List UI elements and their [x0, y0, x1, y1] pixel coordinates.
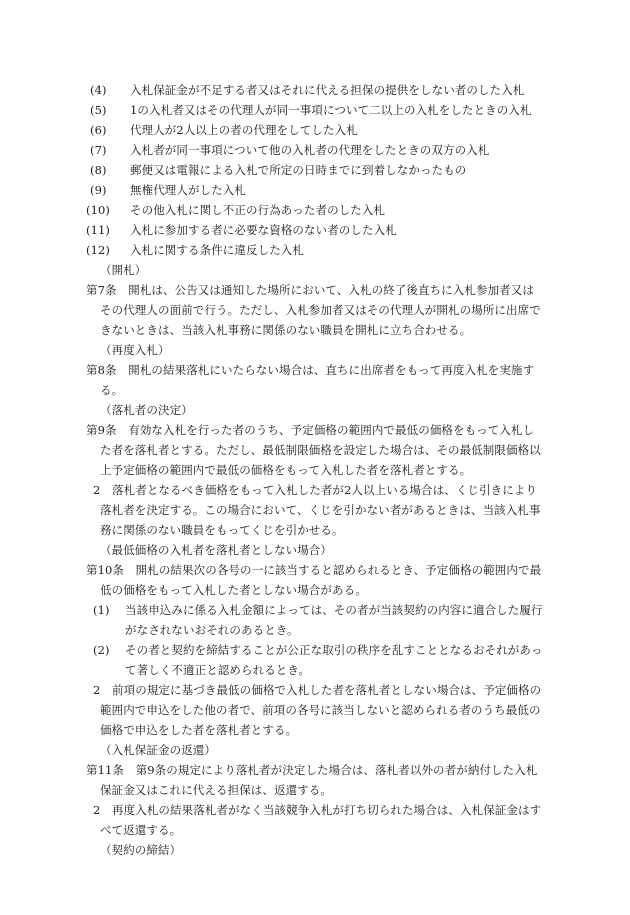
item-number: (1): [93, 603, 110, 617]
item-number: (2): [93, 643, 110, 657]
item-number: (9): [90, 183, 107, 197]
item-text-continued: がなされないおそれのあるとき。: [125, 623, 299, 637]
item-number: (11): [86, 223, 111, 237]
paragraph-text: 務に関係のない職員をもってくじを引かせる。: [100, 523, 344, 537]
item-text-continued: て著しく不適正と認められるとき。: [125, 663, 311, 677]
article-heading: （落札者の決定）: [100, 403, 193, 417]
item-number: (5): [90, 103, 107, 117]
article-text: 低の価格をもって入札した者としない場合がある。: [100, 583, 367, 597]
article-heading: （入札保証金の返還）: [100, 743, 216, 757]
article-text: 上予定価格の範囲内で最低の価格をもって入札した者を落札者とする。: [100, 463, 472, 477]
article-text: 第7条 開札は、公告又は通知した場所において、入札の終了後直ちに入札参加者又は: [86, 283, 534, 297]
paragraph-text: 2 再度入札の結果落札者がなく当該競争入札が打ち切られた場合は、入札保証金はす: [93, 803, 542, 817]
item-number: (12): [86, 243, 111, 257]
article-heading: （開札）: [100, 263, 147, 277]
item-text: 代理人が2人以上の者の代理をしてした入札: [130, 123, 358, 137]
article-text: きないときは、当該入札事務に関係のない職員を開札に立ち合わせる。: [100, 323, 472, 337]
paragraph-text: 2 前項の規定に基づき最低の価格で入札した者を落札者としない場合は、予定価格の: [93, 683, 542, 697]
item-number: (8): [90, 163, 107, 177]
item-text: 入札保証金が不足する者又はそれに代える担保の提供をしない者のした入札: [130, 83, 525, 97]
list-item: [93, 600, 543, 620]
list-item: [90, 100, 532, 120]
item-text: その者と契約を締結することが公正な取引の秩序を乱すこととなるおそれがあっ: [125, 643, 543, 657]
item-number: (7): [90, 143, 107, 157]
item-number: (10): [86, 203, 111, 217]
list-item: [90, 140, 489, 160]
article-text: 第11条 第9条の規定により落札者が決定した場合は、落札者以外の者が納付した入札: [86, 763, 538, 777]
article-text: 第10条 開札の結果次の各号の一に該当すると認められるとき、予定価格の範囲内で最: [86, 563, 542, 577]
list-item: [90, 120, 358, 140]
list-item: [90, 180, 246, 200]
article-heading: （最低価格の入札者を落札者としない場合）: [100, 543, 332, 557]
list-item: [86, 220, 397, 240]
article-text: 第8条 開札の結果落札にいたらない場合は、直ちに出席者をもって再度入札を実施す: [86, 363, 535, 377]
paragraph-text: 2 落札者となるべき価格をもって入札した者が2人以上いる場合は、くじ引きにより: [93, 483, 538, 497]
item-text: 入札に参加する者に必要な資格のない者のした入札: [130, 223, 397, 237]
item-text: 1の入札者又はその代理人が同一事項について二以上の入札をしたときの入札: [130, 103, 532, 117]
item-text: 入札者が同一事項について他の入札者の代理をしたときの双方の入札: [130, 143, 490, 157]
paragraph-text: 範囲内で申込をした他の者で、前項の各号に該当しないと認められる者のうち最低の: [100, 703, 541, 717]
paragraph-text: べて返還する。: [100, 823, 182, 837]
item-number: (6): [90, 123, 107, 137]
list-item: [86, 240, 304, 260]
list-item: [90, 160, 466, 180]
item-text: 入札に関する条件に違反した入札: [130, 243, 304, 257]
paragraph-text: 落札者を決定する。この場合において、くじを引かない者があるときは、当該入札事: [100, 503, 541, 517]
item-text: 無権代理人がした入札: [130, 183, 246, 197]
item-number: (4): [90, 83, 107, 97]
article-heading: （契約の締結）: [100, 843, 182, 857]
list-item: [90, 80, 524, 100]
article-text: 保証金又はこれに代える担保は、返還する。: [100, 783, 332, 797]
paragraph-text: 価格で申込をした者を落札者とする。: [100, 723, 298, 737]
item-text: 郵便又は電報による入札で所定の日時までに到着しなかったもの: [130, 163, 467, 177]
article-text: る。: [100, 383, 124, 397]
article-text: た者を落札者とする。ただし、最低制限価格を設定した場合は、その最低制限価格以: [100, 443, 541, 457]
article-text: その代理人の面前で行う。ただし、入札参加者又はその代理人が開札の場所に出席で: [100, 303, 541, 317]
item-text: 当該申込みに係る入札金額によっては、その者が当該契約の内容に適合した履行: [125, 603, 543, 617]
list-item: [86, 200, 385, 220]
article-heading: （再度入札）: [100, 343, 170, 357]
item-text: その他入札に関し不正の行為あった者のした入札: [130, 203, 386, 217]
list-item: [93, 640, 542, 660]
article-text: 第9条 有効な入札を行った者のうち、予定価格の範囲内で最低の価格をもって入札し: [86, 423, 535, 437]
